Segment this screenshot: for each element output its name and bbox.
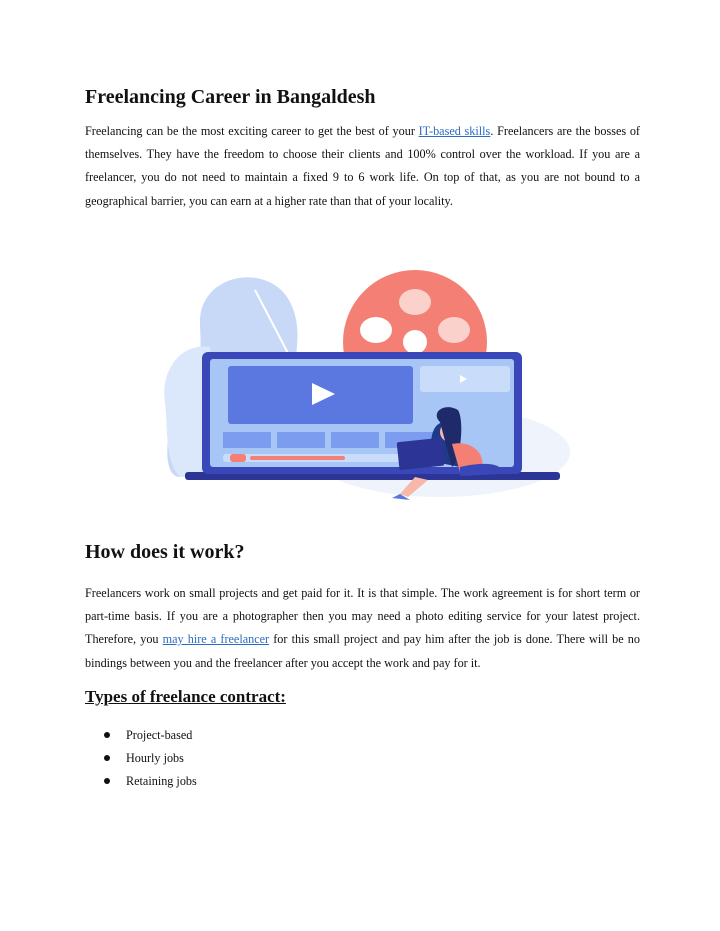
progress-fill — [250, 456, 345, 460]
hire-freelancer-link[interactable]: may hire a freelancer — [162, 632, 270, 647]
list-item-label: Retaining jobs — [126, 774, 197, 788]
intro-text-2: . Freelancers are the bosses of themselves. They have the freedom to choose their clients and 100% control over the workload. If you are a freelancer, you do not need to maintain a fixed 9 to 6 work life. On top of that, as you are not bound to a geographical barrier, you can earn at a higher rate than that of your locality. — [85, 124, 640, 208]
bullet-icon — [104, 755, 110, 761]
thumbnail — [223, 432, 271, 448]
thumbnail — [277, 432, 325, 448]
contract-types-list — [104, 724, 197, 793]
list-item-label: Project-based — [126, 728, 193, 742]
bullet-icon — [104, 732, 110, 738]
intro-text-1: Freelancing can be the most exciting career to get the best of your — [85, 124, 419, 138]
section-heading-how-it-works: How does it work? — [85, 541, 245, 563]
video-streaming-illustration — [160, 262, 570, 507]
work-text-1: Freelancers work on small projects and get paid for it. It is that simple. The work agreement is for short term or part-time basis. If you are a photographer then you may need a photo editing service for your latest project. Therefore, you — [85, 586, 640, 647]
contract-types-heading: Types of freelance contract: — [85, 687, 286, 706]
list-item — [104, 747, 197, 770]
thumbnail — [331, 432, 379, 448]
progress-handle — [230, 454, 246, 462]
it-based-skills-link[interactable]: IT-based skills — [418, 124, 491, 138]
intro-paragraph — [85, 120, 640, 213]
list-item — [104, 724, 197, 747]
work-text-2: for this small project and pay him after the job is done. There will be no bindings between you and the freelancer after you accept the work and pay for it. — [85, 632, 640, 670]
work-paragraph — [85, 582, 640, 675]
page-title: Freelancing Career in Bangaldesh — [85, 86, 376, 108]
list-item-label: Hourly jobs — [126, 751, 184, 765]
list-item — [104, 770, 197, 793]
bullet-icon — [104, 778, 110, 784]
